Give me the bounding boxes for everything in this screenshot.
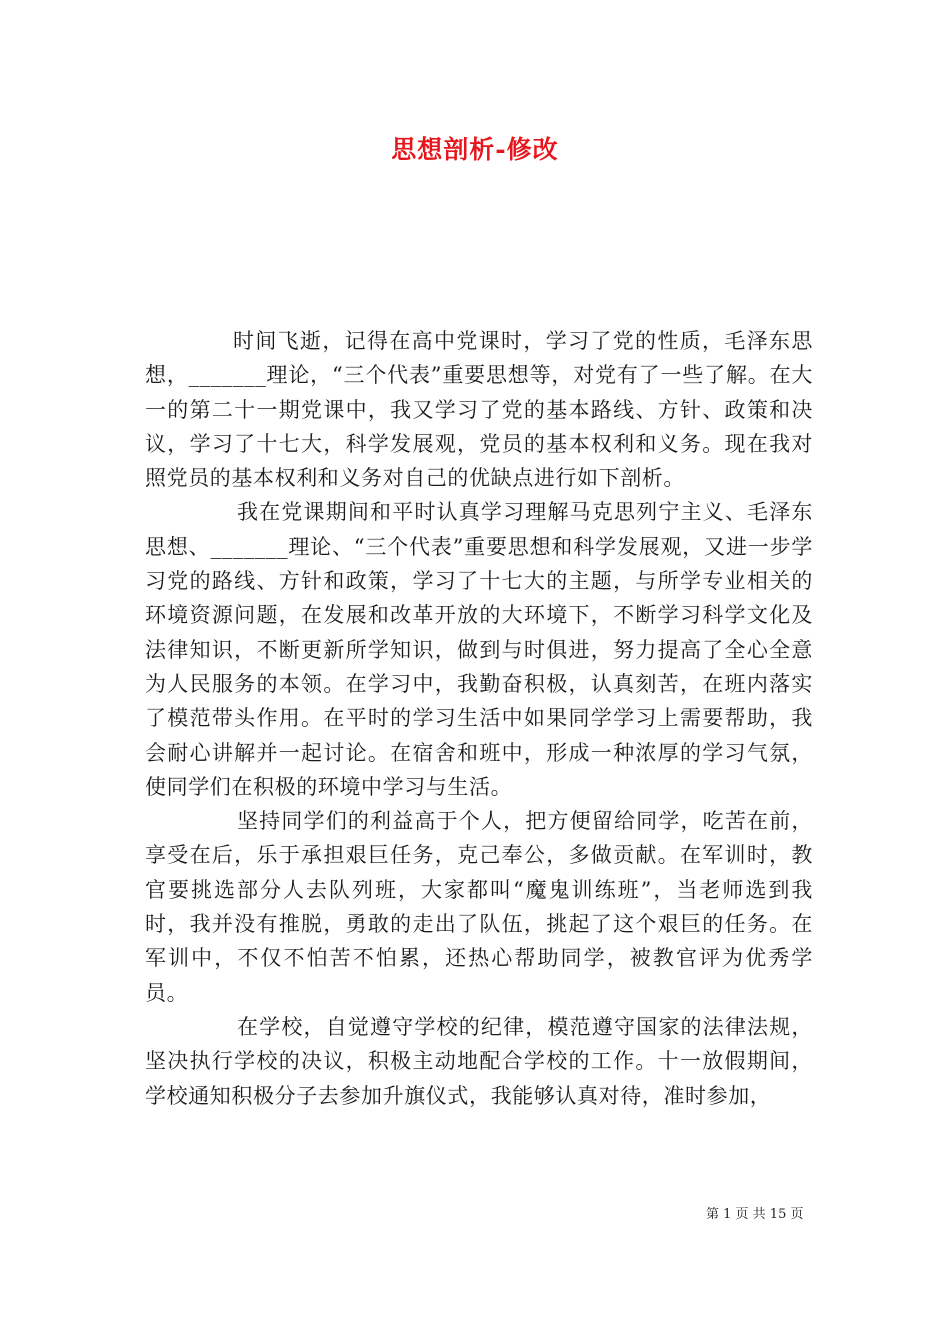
document-body	[145, 324, 813, 1113]
paragraph-4: 在学校，自觉遵守学校的纪律，模范遵守国家的法律法规，坚决执行学校的决议，积极主动地配合学校的工作。十一放假期间，学校通知积极分子去参加升旗仪式，我能够认真对待，准时参加，	[145, 1014, 813, 1108]
document-title: 思想剖析-修改	[391, 135, 559, 164]
page-number-footer: 第 1 页 共 15 页	[706, 1207, 804, 1222]
paragraph-2: 我在党课期间和平时认真学习理解马克思列宁主义、毛泽东思想、_______理论、“三个代表”重要思想和科学发展观，又进一步学习党的路线、方针和政策，学习了十七大的主题，与所学专业相关的环境资源问题，在发展和改革开放的大环境下，不断学习科学文化及法律知识，不断更新所学知识，做到与时俱进，努力提高了全心全意为人民服务的本领。在学习中，我勤奋积极，认真刻苦，在班内落实了模范带头作用。在平时的学习生活中如果同学学习上需要帮助，我会耐心讲解并一起讨论。在宿舍和班中，形成一种浓厚的学习气氛，使同学们在积极的环境中学习与生活。	[145, 500, 813, 799]
paragraph-1: 时间飞逝，记得在高中党课时，学习了党的性质，毛泽东思想，_______理论，“三个代表”重要思想等，对党有了一些了解。在大一的第二十一期党课中，我又学习了党的基本路线、方针、政策和决议，学习了十七大，科学发展观，党员的基本权利和义务。现在我对照党员的基本权利和义务对自己的优缺点进行如下剖析。	[145, 329, 813, 491]
paragraph-3: 坚持同学们的利益高于个人，把方便留给同学，吃苦在前，享受在后，乐于承担艰巨任务，克己奉公，多做贡献。在军训时，教官要挑选部分人去队列班，大家都叫“魔鬼训练班”，当老师选到我时，我并没有推脱，勇敢的走出了队伍，挑起了这个艰巨的任务。在军训中，不仅不怕苦不怕累，还热心帮助同学，被教官评为优秀学员。	[145, 809, 813, 1005]
